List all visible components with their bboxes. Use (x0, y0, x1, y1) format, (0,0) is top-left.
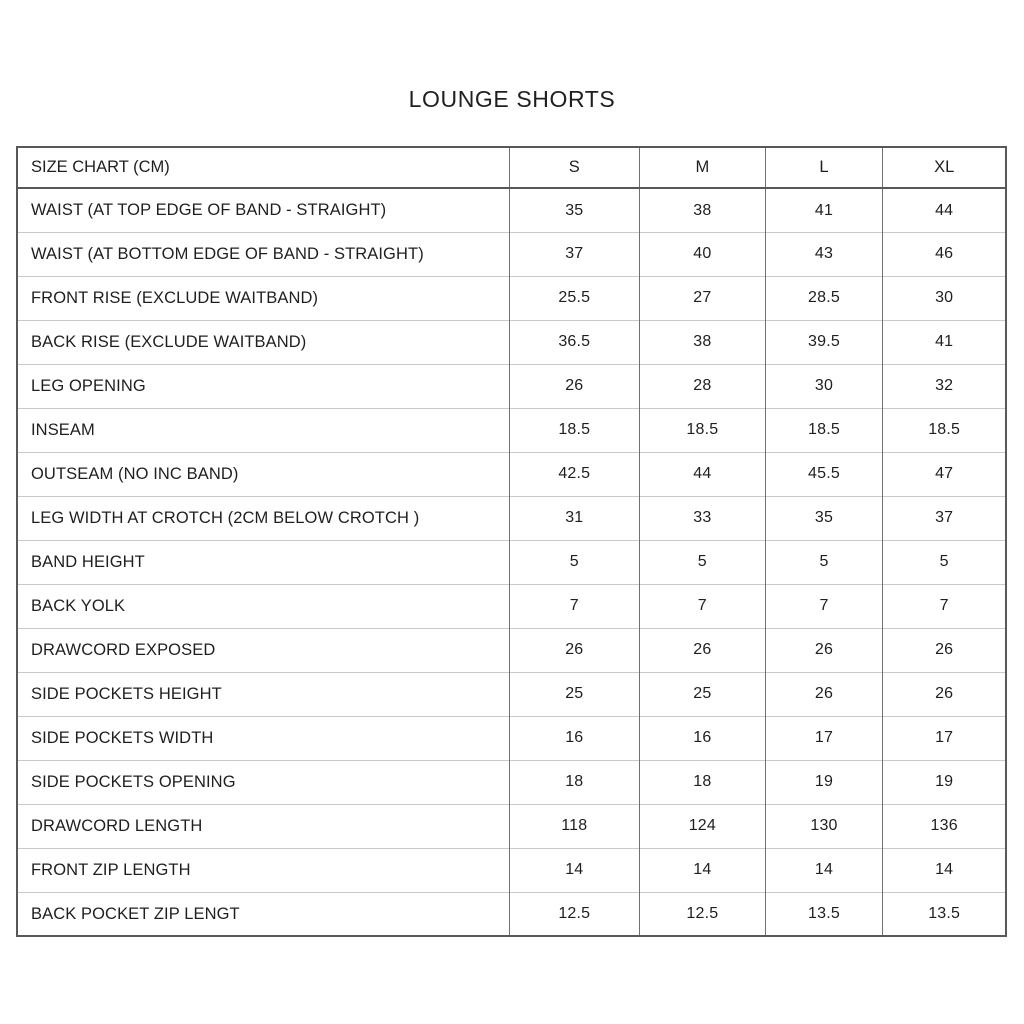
table-row (17, 804, 1006, 848)
measurement-value: 18.5 (640, 408, 766, 452)
measurement-label: FRONT ZIP LENGTH (17, 848, 509, 892)
header-cell-size-xl: XL (883, 147, 1006, 188)
measurement-value: 39.5 (765, 320, 883, 364)
measurement-value: 12.5 (509, 892, 640, 936)
measurement-value: 44 (883, 188, 1006, 232)
table-header (17, 147, 1006, 188)
measurement-value: 25.5 (509, 276, 640, 320)
measurement-value: 19 (765, 760, 883, 804)
measurement-value: 14 (765, 848, 883, 892)
measurement-label: FRONT RISE (EXCLUDE WAITBAND) (17, 276, 509, 320)
measurement-value: 16 (640, 716, 766, 760)
table-row (17, 584, 1006, 628)
measurement-value: 41 (883, 320, 1006, 364)
measurement-value: 30 (765, 364, 883, 408)
measurement-value: 5 (765, 540, 883, 584)
measurement-label: DRAWCORD EXPOSED (17, 628, 509, 672)
measurement-label: OUTSEAM (NO INC BAND) (17, 452, 509, 496)
measurement-value: 26 (883, 628, 1006, 672)
measurement-value: 26 (765, 628, 883, 672)
measurement-value: 18 (640, 760, 766, 804)
measurement-value: 5 (509, 540, 640, 584)
measurement-value: 19 (883, 760, 1006, 804)
measurement-value: 44 (640, 452, 766, 496)
measurement-value: 18.5 (509, 408, 640, 452)
table-row (17, 452, 1006, 496)
measurement-value: 26 (765, 672, 883, 716)
measurement-value: 14 (509, 848, 640, 892)
table-body (17, 188, 1006, 936)
table-row (17, 716, 1006, 760)
table-row (17, 628, 1006, 672)
measurement-label: SIDE POCKETS HEIGHT (17, 672, 509, 716)
measurement-value: 31 (509, 496, 640, 540)
measurement-label: WAIST (AT BOTTOM EDGE OF BAND - STRAIGHT) (17, 232, 509, 276)
measurement-value: 18 (509, 760, 640, 804)
measurement-label: LEG WIDTH AT CROTCH (2CM BELOW CROTCH ) (17, 496, 509, 540)
measurement-value: 28 (640, 364, 766, 408)
measurement-value: 46 (883, 232, 1006, 276)
measurement-label: INSEAM (17, 408, 509, 452)
measurement-value: 7 (765, 584, 883, 628)
measurement-value: 130 (765, 804, 883, 848)
measurement-value: 118 (509, 804, 640, 848)
table-row (17, 760, 1006, 804)
measurement-label: BACK POCKET ZIP LENGT (17, 892, 509, 936)
measurement-value: 13.5 (883, 892, 1006, 936)
measurement-value: 5 (640, 540, 766, 584)
measurement-value: 124 (640, 804, 766, 848)
table-row (17, 892, 1006, 936)
measurement-value: 25 (509, 672, 640, 716)
table-row (17, 276, 1006, 320)
measurement-value: 12.5 (640, 892, 766, 936)
measurement-label: BACK RISE (EXCLUDE WAITBAND) (17, 320, 509, 364)
measurement-label: BAND HEIGHT (17, 540, 509, 584)
measurement-value: 17 (883, 716, 1006, 760)
measurement-value: 26 (883, 672, 1006, 716)
measurement-value: 26 (509, 364, 640, 408)
header-cell-size-l: L (765, 147, 883, 188)
measurement-value: 32 (883, 364, 1006, 408)
measurement-value: 18.5 (765, 408, 883, 452)
measurement-label: WAIST (AT TOP EDGE OF BAND - STRAIGHT) (17, 188, 509, 232)
measurement-value: 41 (765, 188, 883, 232)
measurement-value: 36.5 (509, 320, 640, 364)
measurement-value: 5 (883, 540, 1006, 584)
measurement-value: 16 (509, 716, 640, 760)
measurement-value: 47 (883, 452, 1006, 496)
table-row (17, 408, 1006, 452)
measurement-value: 45.5 (765, 452, 883, 496)
measurement-value: 7 (640, 584, 766, 628)
header-cell-size-s: S (509, 147, 640, 188)
measurement-value: 35 (765, 496, 883, 540)
header-cell-size-chart-label: SIZE CHART (CM) (17, 147, 509, 188)
table-row (17, 540, 1006, 584)
measurement-value: 7 (509, 584, 640, 628)
measurement-value: 40 (640, 232, 766, 276)
measurement-value: 136 (883, 804, 1006, 848)
measurement-label: BACK YOLK (17, 584, 509, 628)
measurement-value: 30 (883, 276, 1006, 320)
header-cell-size-m: M (640, 147, 766, 188)
table-row (17, 232, 1006, 276)
measurement-value: 43 (765, 232, 883, 276)
measurement-value: 25 (640, 672, 766, 716)
table-row (17, 496, 1006, 540)
measurement-value: 7 (883, 584, 1006, 628)
measurement-value: 26 (640, 628, 766, 672)
measurement-value: 26 (509, 628, 640, 672)
header-row (17, 147, 1006, 188)
measurement-value: 14 (883, 848, 1006, 892)
measurement-value: 35 (509, 188, 640, 232)
measurement-label: DRAWCORD LENGTH (17, 804, 509, 848)
measurement-value: 38 (640, 320, 766, 364)
measurement-value: 14 (640, 848, 766, 892)
table-row (17, 320, 1006, 364)
table-row (17, 848, 1006, 892)
measurement-value: 37 (509, 232, 640, 276)
size-chart-table (16, 146, 1007, 937)
measurement-label: SIDE POCKETS OPENING (17, 760, 509, 804)
measurement-value: 18.5 (883, 408, 1006, 452)
page-title: LOUNGE SHORTS (408, 86, 616, 112)
measurement-value: 13.5 (765, 892, 883, 936)
table-row (17, 364, 1006, 408)
measurement-label: LEG OPENING (17, 364, 509, 408)
measurement-value: 28.5 (765, 276, 883, 320)
measurement-value: 17 (765, 716, 883, 760)
measurement-value: 37 (883, 496, 1006, 540)
measurement-label: SIDE POCKETS WIDTH (17, 716, 509, 760)
table-row (17, 188, 1006, 232)
measurement-value: 27 (640, 276, 766, 320)
measurement-value: 42.5 (509, 452, 640, 496)
measurement-value: 33 (640, 496, 766, 540)
measurement-value: 38 (640, 188, 766, 232)
table-row (17, 672, 1006, 716)
